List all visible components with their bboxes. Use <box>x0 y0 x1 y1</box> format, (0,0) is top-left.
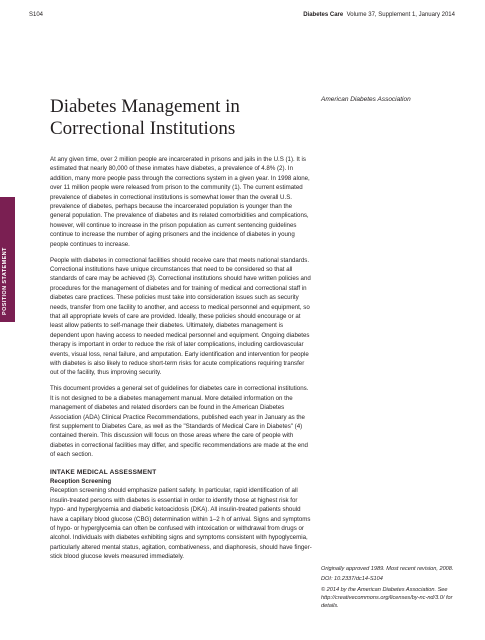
author-affiliation: American Diabetes Association <box>321 96 411 103</box>
subheading: Reception Screening <box>50 478 112 485</box>
section-heading: INTAKE MEDICAL ASSESSMENT <box>50 468 157 476</box>
paragraph-2: People with diabetes in correctional facilities should receive care that meets national standards. Correctional institutions have unique circumstances that need to be considered so that all standards of care may be achieved (3). Correctional institutions should have written policies and procedures for the management of diabetes and for training of medical and correctional staff in diabetes care practices. These policies must take into consideration issues such as security needs, transfer from one facility to another, and access to medical personnel and equipment, so that all appropriate levels of care are provided. Ideally, these policies should encourage or at least allow patients to self-manage their diabetes. Ultimately, diabetes management is dependent upon having access to needed medical personnel and equipment. Ongoing diabetes therapy is important in order to reduce the risk of later complications, including cardiovascular events, visual loss, renal failure, and amputation. Early identification and intervention for people with diabetes is also likely to reduce short-term risks for acute complications requiring transfer out of the facility, thus improving security. <box>50 256 311 377</box>
copyright-note: © 2014 by the American Diabetes Association. See http://creativecommons.org/licenses/by-nc-nd/3.0/ for details. <box>321 586 453 610</box>
page-number: S104 <box>29 12 44 18</box>
article-title: Diabetes Management in Correctional Institutions <box>50 96 240 139</box>
doi: DOI: 10.2337/dc14-S104 <box>321 576 383 583</box>
article-body <box>50 155 313 562</box>
approval-note: Originally approved 1989. Most recent revision, 2008. <box>321 566 454 572</box>
journal-header <box>303 12 455 18</box>
section-paragraph: Reception screening should emphasize patient safety. In particular, rapid identification of all insulin-treated persons with diabetes is essential in order to identify those at highest risk for hypo- and hyperglycemia and diabetic ketoacidosis (DKA). All insulin-treated patients should have a capillary blood glucose (CBG) determination within 1–2 h of arrival. Signs and symptoms of hypo- or hyperglycemia can often be confused with intoxication or withdrawal from drugs or alcohol. Individuals with diabetes exhibiting signs and symptoms consistent with hypoglycemia, particularly altered mental status, agitation, combativeness, and diaphoresis, should have finger-stick blood glucose levels measured immediately. <box>50 487 312 561</box>
journal-issue: Volume 37, Supplement 1, January 2014 <box>346 12 455 18</box>
paragraph-1: At any given time, over 2 million people are incarcerated in prisons and jails in the U.S (1). It is estimated that nearly 80,000 of these inmates have diabetes, a prevalence of 4.8% (2). In addition, many more people pass through the corrections system in a given year. In 1998 alone, over 11 million people were released from prison to the community (1). The current estimated prevalence of diabetes in correctional institutions is somewhat lower than the overall U.S. prevalence of diabetes, perhaps because the incarcerated population is younger than the general population. The prevalence of diabetes and its related comorbidities and complications, however, will continue to increase in the prison population as current sentencing guidelines continue to increase the number of aging prisoners and the incidence of diabetes in young people continues to increase. <box>50 156 310 248</box>
article-meta <box>321 565 471 612</box>
paragraph-3: This document provides a general set of guidelines for diabetes care in correctional institutions. It is not designed to be a diabetes management manual. More detailed information on the management of diabetes and related disorders can be found in the American Diabetes Association (ADA) Clinical Practice Recommendations, published each year in January as the first supplement to Diabetes Care, as well as the "Standards of Medical Care in Diabetes" (4) contained therein. This discussion will focus on those areas where the care of people with diabetes in correctional facilities may differ, and specific recommendations are made at the end of each section. <box>50 385 309 459</box>
journal-name: Diabetes Care <box>303 12 344 18</box>
position-statement-tab <box>0 197 15 322</box>
side-tab-label: POSITION STATEMENT <box>2 247 8 315</box>
